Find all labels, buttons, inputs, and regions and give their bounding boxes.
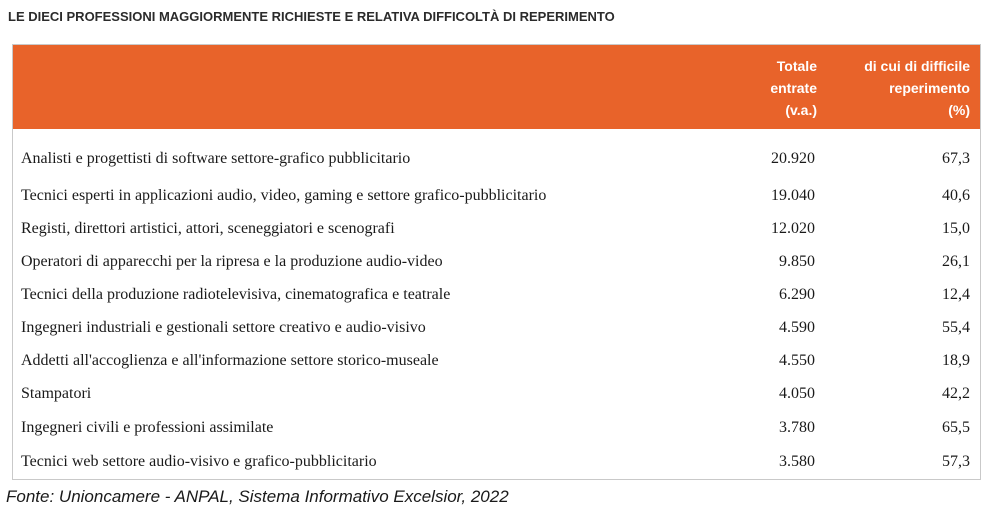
difficult-percent-value: 57,3 xyxy=(942,453,970,470)
table-row xyxy=(13,410,980,443)
total-entries-value: 9.850 xyxy=(779,253,815,270)
total-entries-value: 19.040 xyxy=(771,187,815,204)
total-entries-value: 4.550 xyxy=(779,352,815,369)
difficult-percent-value: 65,5 xyxy=(942,419,970,436)
header-total-line-1: Totale xyxy=(776,58,817,74)
source-note: Fonte: Unioncamere - ANPAL, Sistema Informativo Excelsior, 2022 xyxy=(6,487,509,506)
difficult-percent-value: 18,9 xyxy=(942,352,970,369)
difficult-percent-value: 15,0 xyxy=(942,220,970,237)
profession-name: Addetti all'accoglienza e all'informazione settore storico-museale xyxy=(21,352,439,369)
table-row xyxy=(13,244,980,277)
total-entries-value: 4.050 xyxy=(779,385,815,402)
total-entries-value: 4.590 xyxy=(779,319,815,336)
profession-name: Registi, direttori artistici, attori, sceneggiatori e scenografi xyxy=(21,220,395,237)
header-difficult-percent xyxy=(820,55,970,121)
profession-name: Operatori di apparecchi per la ripresa e la produzione audio-video xyxy=(21,253,443,270)
profession-name: Ingegneri civili e professioni assimilate xyxy=(21,419,274,436)
table-row xyxy=(13,343,980,376)
table-row xyxy=(13,444,980,477)
table-row xyxy=(13,211,980,244)
total-entries-value: 20.920 xyxy=(771,150,815,167)
header-total-entries xyxy=(697,55,817,121)
difficult-percent-value: 40,6 xyxy=(942,187,970,204)
table-row xyxy=(13,174,980,211)
table-header xyxy=(13,45,980,129)
difficult-percent-value: 42,2 xyxy=(942,385,970,402)
header-total-line-3: (v.a.) xyxy=(785,102,817,118)
total-entries-value: 12.020 xyxy=(771,220,815,237)
header-difficult-line-3: (%) xyxy=(948,102,970,118)
difficult-percent-value: 67,3 xyxy=(942,150,970,167)
total-entries-value: 3.580 xyxy=(779,453,815,470)
total-entries-value: 6.290 xyxy=(779,286,815,303)
profession-name: Tecnici esperti in applicazioni audio, video, gaming e settore grafico-pubblicitario xyxy=(21,187,547,204)
header-difficult-line-2: reperimento xyxy=(889,80,970,96)
professions-table xyxy=(12,44,981,480)
table-row xyxy=(13,277,980,310)
table-row xyxy=(13,134,980,174)
difficult-percent-value: 12,4 xyxy=(942,286,970,303)
profession-name: Ingegneri industriali e gestionali settore creativo e audio-visivo xyxy=(21,319,426,336)
difficult-percent-value: 55,4 xyxy=(942,319,970,336)
table-row xyxy=(13,310,980,343)
table-title: LE DIECI PROFESSIONI MAGGIORMENTE RICHIESTE E RELATIVA DIFFICOLTÀ DI REPERIMENTO xyxy=(8,9,615,24)
profession-name: Analisti e progettisti di software settore-grafico pubblicitario xyxy=(21,150,411,167)
profession-name: Tecnici della produzione radiotelevisiva, cinematografica e teatrale xyxy=(21,286,451,303)
profession-name: Tecnici web settore audio-visivo e grafico-pubblicitario xyxy=(21,453,377,470)
total-entries-value: 3.780 xyxy=(779,419,815,436)
header-total-line-2: entrate xyxy=(770,80,817,96)
table-row xyxy=(13,376,980,409)
profession-name: Stampatori xyxy=(21,385,92,402)
header-difficult-line-1: di cui di difficile xyxy=(864,58,970,74)
difficult-percent-value: 26,1 xyxy=(942,253,970,270)
